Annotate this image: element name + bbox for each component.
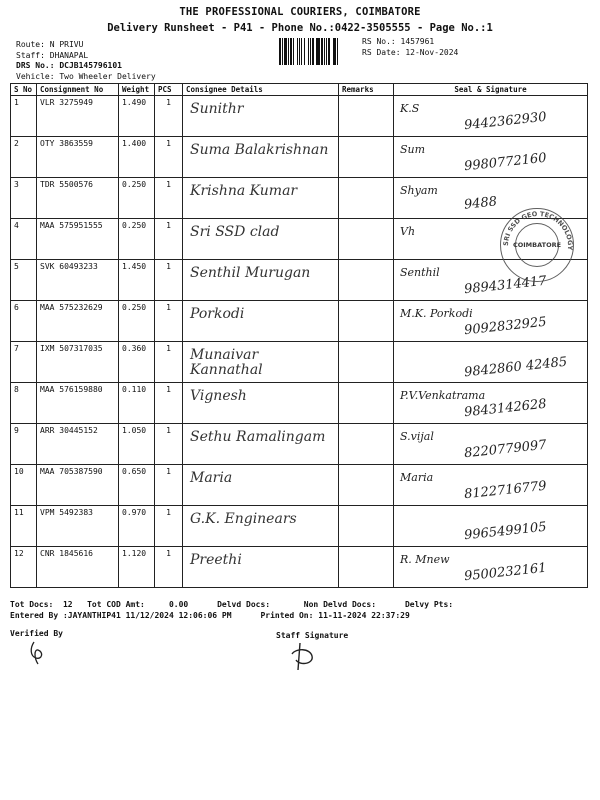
cell-weight: 0.970	[119, 506, 155, 547]
col-header-sno: S No	[11, 84, 37, 96]
cell-consignment-no: SVK 60493233	[37, 260, 119, 301]
staff-text: Staff: DHANAPAL	[16, 50, 89, 60]
barcode	[279, 38, 357, 65]
cell-consignee	[183, 96, 339, 137]
staff-signature-mark	[286, 640, 320, 674]
cell-remarks	[339, 301, 394, 342]
svg-text:SRI SSD GEO TECHNOLOGY: SRI SSD GEO TECHNOLOGY	[501, 209, 575, 251]
cell-weight: 0.650	[119, 465, 155, 506]
consignee-handwriting: Sri SSD clad	[190, 224, 280, 240]
signature-phone-number: 9843142628	[463, 396, 548, 421]
signature-phone-number: 9965499105	[463, 519, 548, 544]
cell-seal-signature	[394, 424, 588, 465]
signature-phone-number: 9442362930	[463, 109, 548, 134]
cell-remarks	[339, 342, 394, 383]
cell-seal-signature	[394, 465, 588, 506]
cell-weight: 0.250	[119, 178, 155, 219]
cell-seal-signature	[394, 137, 588, 178]
cell-remarks	[339, 96, 394, 137]
signature-handwriting: Senthil	[400, 266, 440, 279]
cell-consignment-no: VLR 3275949	[37, 96, 119, 137]
table-row	[11, 342, 588, 383]
consignee-handwriting: Porkodi	[190, 306, 245, 322]
signature-handwriting: Sum	[400, 143, 426, 156]
table-row	[11, 506, 588, 547]
cell-weight: 1.050	[119, 424, 155, 465]
runsheet-footer	[10, 599, 590, 621]
drs-number: DRS No.: DCJB145796101	[16, 61, 122, 70]
cell-consignment-no: MAA 705387590	[37, 465, 119, 506]
signature-phone-number: 8220779097	[463, 437, 548, 462]
runsheet-table	[10, 83, 588, 588]
company-title: THE PROFESSIONAL COURIERS, COIMBATORE	[179, 6, 421, 18]
route-text: Route: N PRIVU	[16, 40, 84, 49]
cell-pcs: 1	[155, 383, 183, 424]
cell-consignment-no: CNR 1845616	[37, 547, 119, 588]
cell-weight: 1.450	[119, 260, 155, 301]
seal-city: COIMBATORE	[512, 241, 562, 249]
cell-consignment-no: OTY 3863559	[37, 137, 119, 178]
cell-sno: 10	[11, 465, 37, 506]
col-header-weight: Weight	[119, 84, 155, 96]
verified-by-label: Verified By	[10, 629, 63, 638]
cell-consignment-no: MAA 575232629	[37, 301, 119, 342]
col-header-pcs: PCS	[155, 84, 183, 96]
rs-number: RS No.: 1457961	[362, 37, 435, 46]
cell-seal-signature	[394, 383, 588, 424]
cell-pcs: 1	[155, 219, 183, 260]
cell-pcs: 1	[155, 547, 183, 588]
table-row	[11, 465, 588, 506]
consignee-handwriting: G.K. Enginears	[190, 511, 297, 527]
cell-consignee	[183, 547, 339, 588]
table-row	[11, 301, 588, 342]
consignee-handwriting: Sethu Ramalingam	[190, 429, 326, 445]
cell-sno: 6	[11, 301, 37, 342]
consignee-handwriting: Maria	[190, 470, 233, 486]
rs-date: RS Date: 12-Nov-2024	[362, 48, 459, 57]
consignee-handwriting: Sunithr	[190, 101, 244, 117]
seal-center	[512, 223, 562, 267]
cell-sno: 2	[11, 137, 37, 178]
cell-consignee	[183, 178, 339, 219]
entered-printed-line: Entered By :JAYANTHIP41 11/12/2024 12:06:06 PM Printed On: 11-11-2024 22:37:29	[10, 611, 410, 620]
cell-seal-signature	[394, 96, 588, 137]
table-row	[11, 424, 588, 465]
document-header	[0, 6, 600, 35]
cell-pcs: 1	[155, 96, 183, 137]
cell-sno: 7	[11, 342, 37, 383]
runsheet-meta-right	[362, 36, 458, 58]
signature-phone-number: 9980772160	[463, 150, 548, 175]
signature-handwriting: M.K. Porkodi	[400, 307, 473, 320]
consignee-handwriting: Krishna Kumar	[190, 183, 298, 199]
cell-weight: 1.120	[119, 547, 155, 588]
cell-pcs: 1	[155, 506, 183, 547]
cell-consignee	[183, 383, 339, 424]
cell-remarks	[339, 465, 394, 506]
col-header-consignment: Consignment No	[37, 84, 119, 96]
staff-signature-label: Staff Signature	[276, 631, 349, 640]
cell-remarks	[339, 383, 394, 424]
signature-handwriting: P.V.Venkatrama	[400, 389, 486, 402]
cell-remarks	[339, 260, 394, 301]
cell-consignment-no: IXM 507317035	[37, 342, 119, 383]
cell-sno: 5	[11, 260, 37, 301]
cell-consignment-no: MAA 576159880	[37, 383, 119, 424]
cell-consignee	[183, 465, 339, 506]
col-header-remarks: Remarks	[339, 84, 394, 96]
consignee-handwriting: Vignesh	[190, 388, 247, 404]
signature-handwriting: Maria	[400, 471, 434, 484]
table-header-row	[11, 84, 588, 96]
cell-pcs: 1	[155, 301, 183, 342]
company-seal	[500, 208, 574, 282]
cell-seal-signature	[394, 342, 588, 383]
cell-sno: 12	[11, 547, 37, 588]
cell-consignment-no: MAA 575951555	[37, 219, 119, 260]
cell-weight: 1.400	[119, 137, 155, 178]
signature-phone-number: 9842860 42485	[463, 354, 568, 381]
cell-pcs: 1	[155, 342, 183, 383]
signature-phone-number: 9092832925	[463, 314, 548, 339]
table-row	[11, 547, 588, 588]
signature-phone-number: 9488	[463, 194, 498, 213]
cell-weight: 1.490	[119, 96, 155, 137]
cell-consignee	[183, 137, 339, 178]
cell-sno: 3	[11, 178, 37, 219]
cell-sno: 8	[11, 383, 37, 424]
cell-consignment-no: VPM 5492383	[37, 506, 119, 547]
col-header-signature: Seal & Signature	[394, 84, 588, 96]
cell-remarks	[339, 506, 394, 547]
cell-seal-signature	[394, 547, 588, 588]
vehicle-text: Vehicle: Two Wheeler Delivery	[16, 71, 156, 81]
cell-sno: 4	[11, 219, 37, 260]
cell-consignment-no: TDR 5500576	[37, 178, 119, 219]
consignee-handwriting: Munaivar Kannathal	[190, 347, 263, 378]
consignee-handwriting: Preethi	[190, 552, 242, 568]
signature-handwriting: Shyam	[400, 184, 438, 197]
table-row	[11, 96, 588, 137]
totals-line: Tot Docs: 12 Tot COD Amt: 0.00 Delvd Docs: Non Delvd Docs: Delvy Pts:	[10, 600, 454, 609]
cell-weight: 0.110	[119, 383, 155, 424]
cell-pcs: 1	[155, 465, 183, 506]
table-row	[11, 383, 588, 424]
consignee-handwriting: Senthil Murugan	[190, 265, 311, 281]
cell-sno: 1	[11, 96, 37, 137]
cell-sno: 11	[11, 506, 37, 547]
table-row	[11, 137, 588, 178]
signature-handwriting: Vh	[400, 225, 416, 238]
cell-remarks	[339, 424, 394, 465]
verifier-signature-mark	[26, 638, 56, 668]
consignee-handwriting: Suma Balakrishnan	[190, 142, 329, 158]
cell-sno: 9	[11, 424, 37, 465]
signature-handwriting: R. Mnew	[400, 553, 450, 566]
cell-seal-signature	[394, 301, 588, 342]
cell-pcs: 1	[155, 178, 183, 219]
cell-remarks	[339, 178, 394, 219]
signature-phone-number: 9500232161	[463, 560, 548, 585]
cell-consignee	[183, 506, 339, 547]
cell-remarks	[339, 137, 394, 178]
runsheet-meta-left	[16, 40, 156, 82]
cell-weight: 0.250	[119, 219, 155, 260]
cell-remarks	[339, 547, 394, 588]
cell-consignee	[183, 219, 339, 260]
cell-weight: 0.250	[119, 301, 155, 342]
cell-pcs: 1	[155, 260, 183, 301]
signature-phone-number: 9894314417	[463, 273, 548, 298]
cell-consignee	[183, 424, 339, 465]
cell-consignee	[183, 260, 339, 301]
cell-pcs: 1	[155, 424, 183, 465]
cell-weight: 0.360	[119, 342, 155, 383]
signature-handwriting: S.vijal	[400, 430, 434, 443]
runsheet-title: Delivery Runsheet - P41 - Phone No.:0422-3505555 - Page No.:1	[107, 22, 493, 34]
cell-consignee	[183, 301, 339, 342]
signature-phone-number: 8122716779	[463, 478, 548, 503]
cell-remarks	[339, 219, 394, 260]
signature-handwriting: K.S	[400, 102, 420, 115]
barcode-bar	[338, 38, 340, 65]
col-header-consignee: Consignee Details	[183, 84, 339, 96]
cell-consignee	[183, 342, 339, 383]
cell-pcs: 1	[155, 137, 183, 178]
cell-consignment-no: ARR 30445152	[37, 424, 119, 465]
cell-seal-signature	[394, 506, 588, 547]
